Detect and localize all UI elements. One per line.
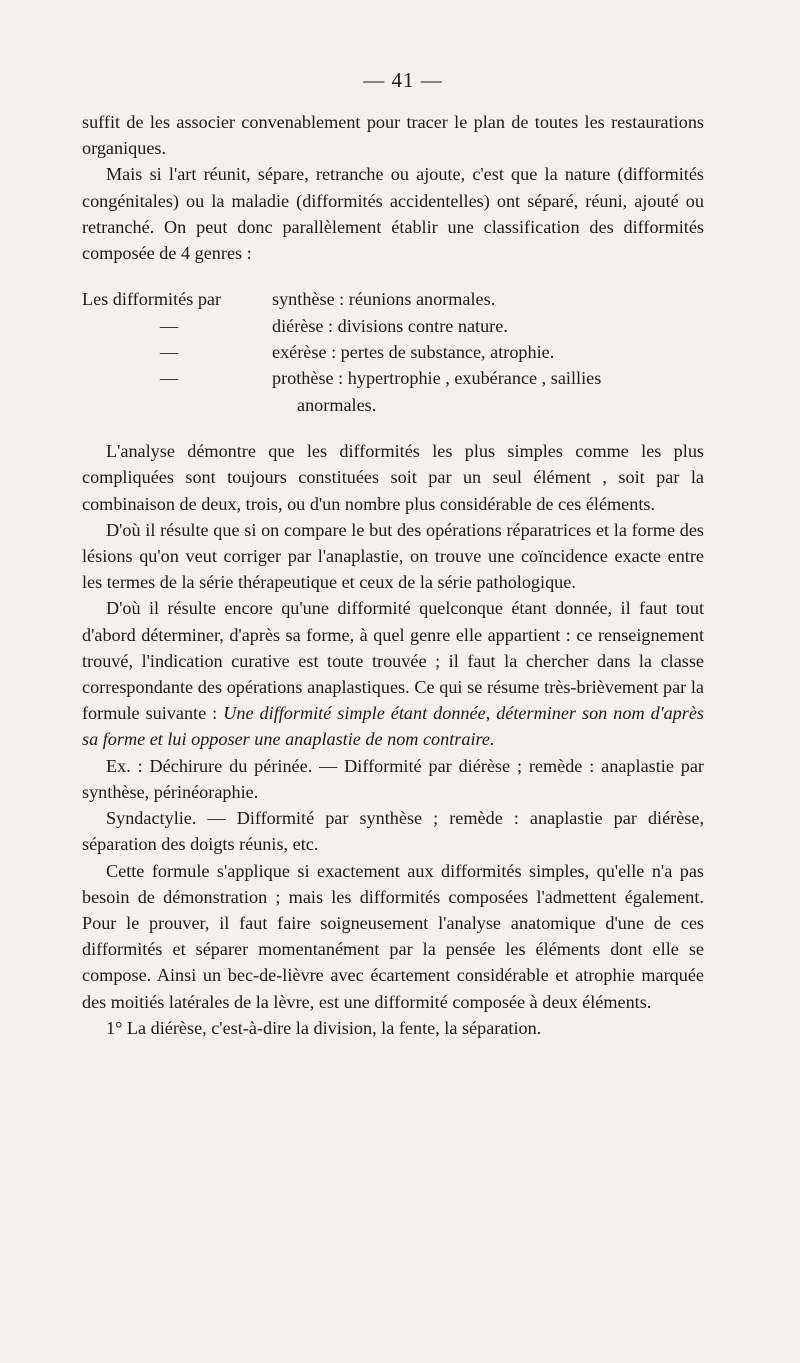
classification-lead: Les difformités par — [82, 289, 222, 310]
ditto-dash: — — [159, 315, 179, 336]
formula-paragraph — [82, 595, 704, 752]
classification-row — [82, 313, 704, 339]
classification-item: exérèse : pertes de substance, atrophie. — [272, 342, 555, 363]
classification-item: diérèse : divisions contre nature. — [272, 315, 508, 336]
ditto-dash: — — [159, 368, 179, 389]
paragraph: suffit de les associer convenablement pour tracer le plan de toutes les restaurations organiques. — [82, 112, 704, 159]
paragraph: L'analyse démontre que les difformités les plus simples comme les plus compliquées sont toujours constituées soit par un seul élément , soit par la combinaison de deux, trois, ou d'un nombre plus considérable de ces éléments. — [82, 441, 704, 514]
classification-item: synthèse : réunions anormales. — [272, 289, 496, 310]
paragraph: 1° La diérèse, c'est-à-dire la division, la fente, la séparation. — [106, 1017, 542, 1038]
classification-row — [82, 365, 704, 391]
page-number: — 41 — — [363, 68, 443, 92]
ditto-dash: — — [159, 342, 179, 363]
classification-item: prothèse : hypertrophie , exubérance , saillies — [272, 368, 602, 389]
classification-list — [82, 286, 704, 418]
formula-italic: Une difformité simple étant donnée, déterminer son nom d'après sa forme et lui opposer une anaplastie de nom contraire. — [82, 703, 704, 750]
paragraph: Ex. : Déchirure du périnée. — Difformité par diérèse ; remède : anaplastie par synthèse, périnéoraphie. — [82, 755, 704, 802]
classification-row — [82, 339, 704, 365]
classification-row — [82, 286, 704, 312]
formula-text: D'où il résulte encore qu'une difformité quelconque étant donnée, il faut tout d'abord déterminer, d'après sa forme, à quel genre elle appartient : ce renseignement trouvé, l'indication curative est toute trouvée ; il faut la chercher dans la classe correspondante des opérations anaplastiques. Ce qui se résume très-brièvement par la formule suivante : — [82, 598, 704, 724]
paragraph: Mais si l'art réunit, sépare, retranche ou ajoute, c'est que la nature (difformités congénitales) ou la maladie (difformités accidentelles) ont séparé, réuni, ajouté ou retranché. On peut donc parallèlement établir une classification des difformités composée de 4 genres : — [82, 164, 704, 264]
paragraph: D'où il résulte que si on compare le but des opérations réparatrices et la forme des lésions qu'on veut corriger par l'anaplastie, on trouve une coïncidence exacte entre les termes de la série thérapeutique et ceux de la série pathologique. — [82, 519, 704, 593]
paragraph: Cette formule s'applique si exactement aux difformités simples, qu'elle n'a pas besoin de démonstration ; mais les difformités composées l'admettent également. Pour le prouver, il faut faire soigneusement l'analyse anatomique d'une de ces difformités et séparer momentanément par la pensée les éléments dont elle se compose. Ainsi un bec-de-lièvre avec écartement considérable et atrophie marquée des moitiés latérales de la lèvre, est une difformité composée à deux éléments. — [82, 860, 704, 1012]
classification-continuation: anormales. — [297, 394, 377, 415]
paragraph: Syndactylie. — Difformité par synthèse ; remède : anaplastie par diérèse, séparation des doigts réunis, etc. — [82, 808, 704, 855]
